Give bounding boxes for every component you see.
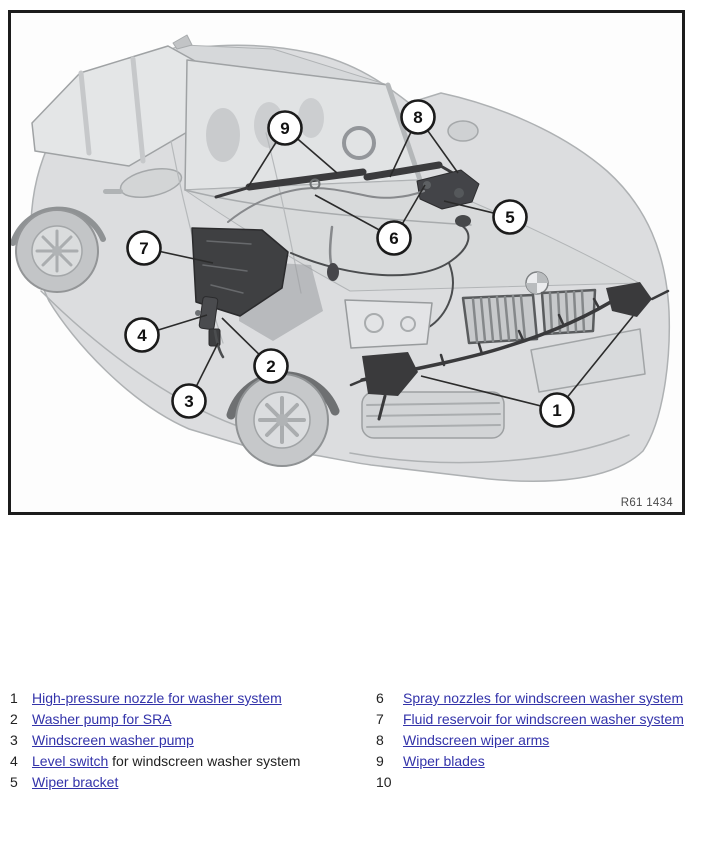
figure-frame	[8, 10, 685, 515]
car-illustration	[11, 13, 682, 512]
legend-num-5: 5	[10, 774, 18, 790]
legend-link-fluid-reservoir[interactable]: Fluid reservoir for windscreen washer system	[403, 711, 684, 727]
legend-num-3: 3	[10, 732, 18, 748]
callout-number-6: 6	[389, 229, 399, 248]
callout-number-2: 2	[266, 357, 276, 376]
legend-item-3	[32, 730, 328, 750]
legend-link-high-pressure-nozzle[interactable]: High-pressure nozzle for washer system	[32, 690, 282, 706]
legend-link-wiper-blades[interactable]: Wiper blades	[403, 753, 485, 769]
legend-rest-4: for windscreen washer system	[108, 753, 301, 769]
legend-link-washer-pump-sra[interactable]: Washer pump for SRA	[32, 711, 172, 727]
legend-num-2: 2	[10, 711, 18, 727]
legend-item-4	[32, 751, 328, 771]
callout-number-3: 3	[184, 392, 194, 411]
legend-link-spray-nozzles[interactable]: Spray nozzles for windscreen washer system	[403, 690, 684, 706]
legend-link-level-switch[interactable]: Level switch	[32, 753, 109, 769]
legend-num-4: 4	[10, 753, 18, 769]
legend-item-5	[32, 772, 328, 792]
legend-item-2	[32, 709, 328, 729]
legend-link-wiper-bracket[interactable]: Wiper bracket	[32, 774, 119, 790]
callout-number-7: 7	[139, 239, 149, 258]
callout-number-5: 5	[505, 208, 515, 227]
legend	[10, 688, 693, 792]
callout-number-9: 9	[280, 119, 290, 138]
legend-item-8	[403, 730, 693, 750]
callout-number-8: 8	[413, 108, 423, 127]
legend-link-windscreen-washer-pump[interactable]: Windscreen washer pump	[32, 732, 194, 748]
legend-num-9: 9	[376, 753, 384, 769]
legend-num-10: 10	[376, 774, 392, 790]
legend-item-9	[403, 751, 693, 771]
legend-link-wiper-arms[interactable]: Windscreen wiper arms	[403, 732, 550, 748]
legend-num-1: 1	[10, 690, 18, 706]
legend-item-1	[32, 688, 328, 708]
callout-number-4: 4	[137, 326, 147, 345]
legend-num-7: 7	[376, 711, 384, 727]
callout-number-1: 1	[552, 401, 562, 420]
legend-item-6	[403, 688, 693, 708]
legend-item-7	[403, 709, 693, 729]
legend-num-8: 8	[376, 732, 384, 748]
legend-num-6: 6	[376, 690, 384, 706]
figure-code: R61 1434	[620, 497, 673, 509]
